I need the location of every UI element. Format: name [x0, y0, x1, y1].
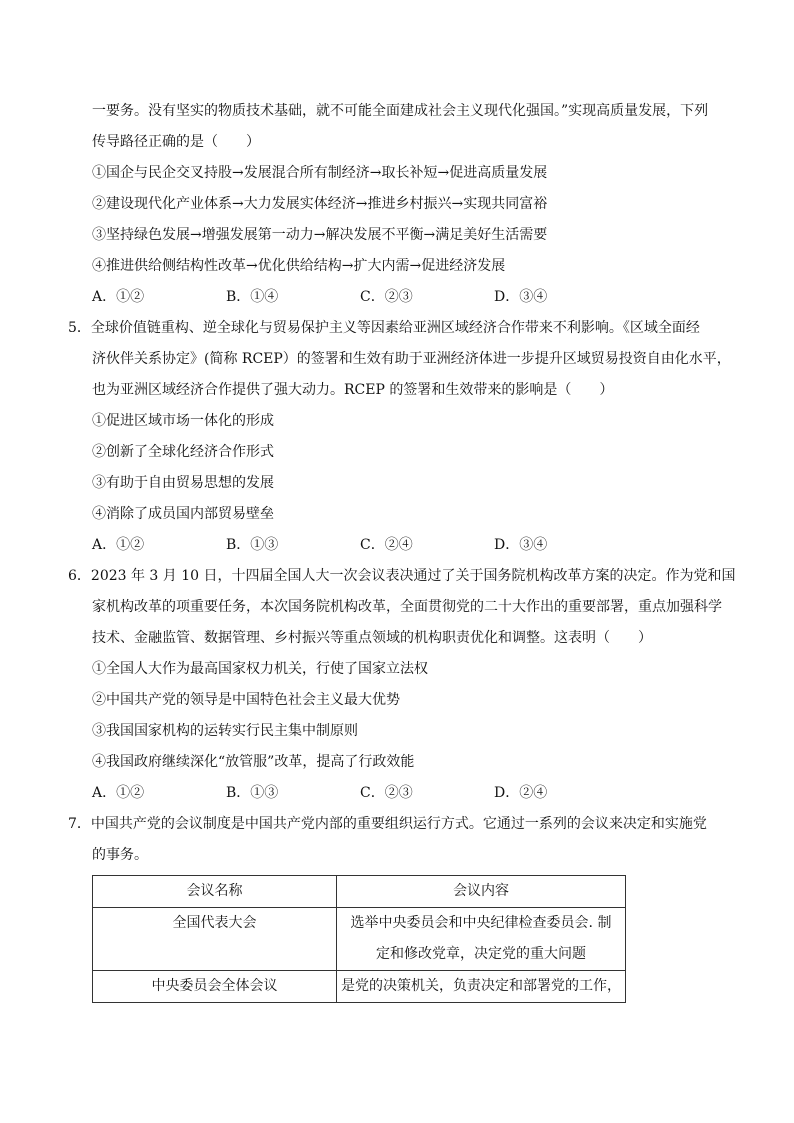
option-b: B．①④: [226, 289, 279, 305]
option-d: D．③④: [494, 289, 548, 305]
option-b: B．①③: [226, 785, 279, 801]
table-header-cell: 会议内容: [337, 876, 626, 908]
question-4-item: ④推进供给侧结构性改革→优化供给结构→扩大内需→促进经济发展: [92, 258, 506, 274]
question-6-item: ③我国国家机构的运转实行民主集中制原则: [92, 723, 358, 739]
option-a: A．①②: [92, 289, 145, 305]
option-a: A．①②: [92, 785, 145, 801]
option-a: A．①②: [92, 537, 145, 553]
question-4-item: ③坚持绿色发展→增强发展第一动力→解决发展不平衡→满足美好生活需要: [92, 227, 548, 243]
question-6-item: ①全国人大作为最高国家权力机关，行使了国家立法权: [92, 661, 428, 677]
option-d: D．③④: [494, 537, 548, 553]
table-row: [93, 971, 626, 1003]
question-6-item: ②中国共产党的领导是中国特色社会主义最大优势: [92, 692, 400, 708]
question-5-options: [92, 530, 722, 561]
table-cell-content: 是党的决策机关，负责决定和部署党的工作，: [337, 971, 626, 1003]
table-header-row: [93, 876, 626, 908]
question-5-stem-line: 5．全球价值链重构、逆全球化与贸易保护主义等因素给亚洲区域经济合作带来不利影响。《区域全面经: [68, 320, 700, 336]
question-5-item: ③有助于自由贸易思想的发展: [92, 475, 274, 491]
question-4-item: ②建设现代化产业体系→大力发展实体经济→推进乡村振兴→实现共同富裕: [92, 196, 548, 212]
question-5-item: ①促进区域市场一体化的形成: [92, 413, 274, 429]
table-header-cell: 会议名称: [93, 876, 337, 908]
question-7-stem-line: 的事务。: [92, 847, 148, 863]
table-row: [93, 908, 626, 971]
question-6-item: ④我国政府继续深化“放管服”改革，提高了行政效能: [92, 754, 415, 770]
question-4-stem-line: 传导路径正确的是（ ）: [92, 134, 260, 150]
option-b: B．①③: [226, 537, 279, 553]
question-6-stem-line: 6．2023 年 3 月 10 日，十四届全国人大一次会议表决通过了关于国务院机构改革方案的决定。作为党和国: [68, 568, 736, 584]
question-6-stem-line: 家机构改革的项重要任务，本次国务院机构改革，全面贯彻党的二十大作出的重要部署，重点加强科学: [92, 599, 722, 615]
option-c: C．②④: [360, 537, 413, 553]
question-content: [68, 96, 736, 871]
question-4-options: [92, 282, 722, 313]
table-cell-name: 中央委员会全体会议: [93, 971, 337, 1003]
question-4: [92, 96, 722, 313]
question-7: [68, 809, 722, 871]
question-5-stem-line: 也为亚洲区域经济合作提供了强大动力。RCEP 的签署和生效带来的影响是（ ）: [92, 382, 614, 398]
option-c: C．②③: [360, 785, 413, 801]
option-d: D．②④: [494, 785, 548, 801]
question-5-stem-line: 济伙伴关系协定》(简称 RCEP）的签署和生效有助于亚洲经济体进一步提升区域贸易投资自由化水平，: [92, 351, 731, 367]
question-5: [68, 313, 731, 561]
question-6-stem-line: 技术、金融监管、数据管理、乡村振兴等重点领域的机构职责优化和调整。这表明（ ）: [92, 630, 652, 646]
question-6-options: [92, 778, 722, 809]
question-5-item: ②创新了全球化经济合作形式: [92, 444, 274, 460]
question-6: [68, 561, 736, 809]
question-7-stem-line: 7．中国共产党的会议制度是中国共产党内部的重要组织运行方式。它通过一系列的会议来决定和实施党: [68, 816, 707, 832]
question-5-item: ④消除了成员国内部贸易壁垒: [92, 506, 274, 522]
table-cell-content: 选举中央委员会和中央纪律检查委员会. 制 定和修改党章，决定党的重大问题: [337, 908, 626, 971]
table-cell-name: 全国代表大会: [93, 908, 337, 971]
meeting-table: [92, 875, 626, 1003]
option-c: C．②③: [360, 289, 413, 305]
question-4-stem-line: 一要务。没有坚实的物质技术基础，就不可能全面建成社会主义现代化强国。”实现高质量发展，下列: [92, 103, 709, 119]
question-4-item: ①国企与民企交叉持股→发展混合所有制经济→取长补短→促进高质量发展: [92, 165, 548, 181]
